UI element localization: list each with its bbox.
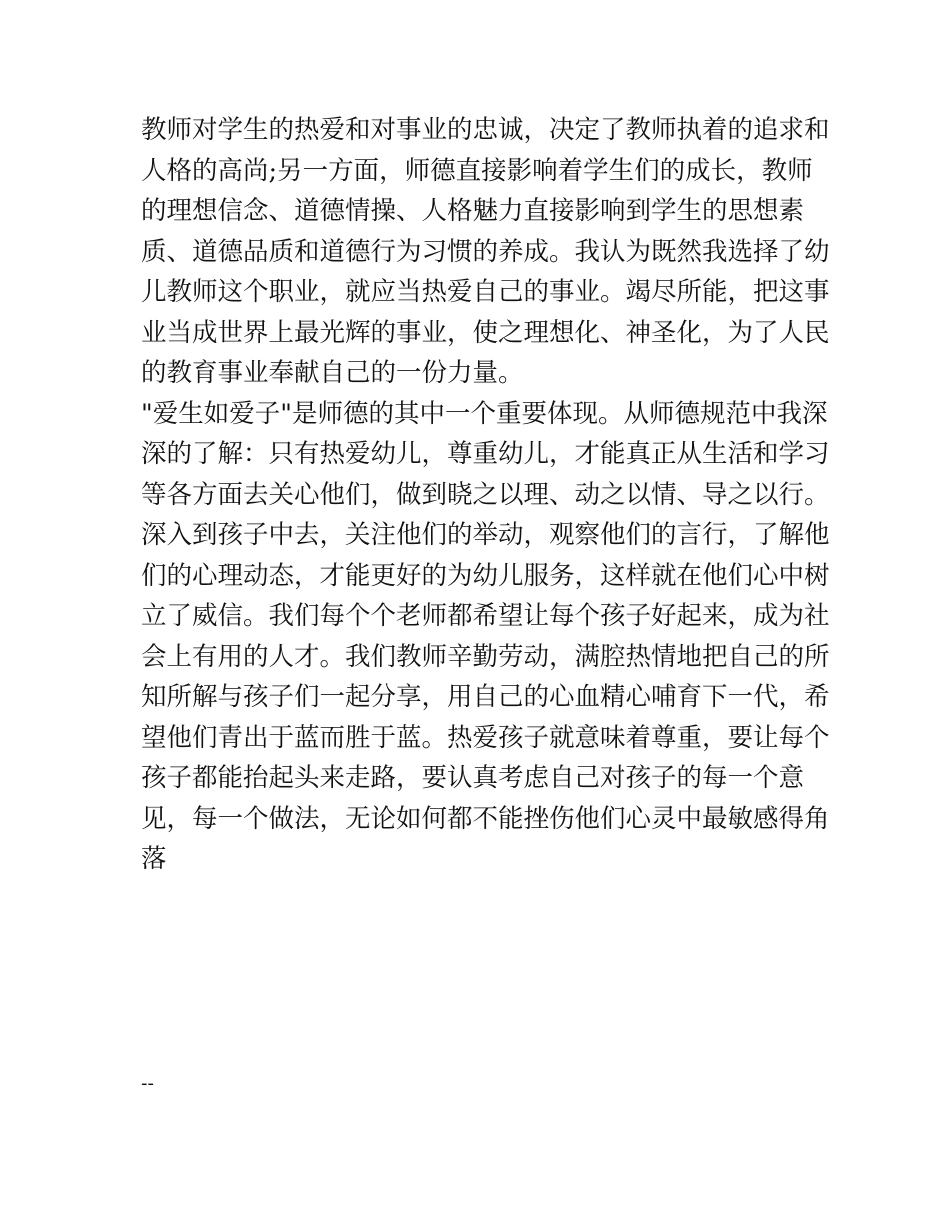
text-line: 的理想信念、道德情操、人格魅力直接影响到学生的思想素	[141, 196, 805, 226]
text-line: 会上有用的人才。我们教师辛勤劳动，满腔热情地把自己的所	[141, 641, 830, 672]
text-line: 人格的高尚;另一方面，师德直接影响着学生们的成长，教师	[141, 155, 813, 186]
document-body	[141, 110, 830, 880]
text-line: 深入到孩子中去，关注他们的举动，观察他们的言行，了解他	[141, 520, 830, 550]
text-line: 质、道德品质和道德行为习惯的养成。我认为既然我选择了幼	[141, 236, 830, 267]
page-footer-mark: --	[141, 1073, 154, 1094]
text-line: 等各方面去关心他们，做到晓之以理、动之以情、导之以行。	[141, 479, 830, 510]
text-line: 知所解与孩子们一起分享，用自己的心血精心哺育下一代，希	[141, 682, 830, 712]
text-line: 深的了解：只有热爱幼儿，尊重幼儿，才能真正从生活和学习	[141, 439, 830, 469]
text-line: 见，每一个做法，无论如何都不能挫伤他们心灵中最敏感得角	[141, 803, 830, 834]
text-line: 立了威信。我们每个个老师都希望让每个孩子好起来，成为社	[141, 601, 830, 631]
text-line: 业当成世界上最光辉的事业，使之理想化、神圣化，为了人民	[141, 317, 830, 348]
text-line: 的教育事业奉献自己的一份力量。	[141, 358, 524, 388]
text-line: 望他们青出于蓝而胜于蓝。热爱孩子就意味着尊重，要让每个	[141, 722, 830, 753]
text-line: "爱生如爱子"是师德的其中一个重要体现。从师德规范中我深	[141, 398, 828, 429]
text-line: 们的心理动态，才能更好的为幼儿服务，这样就在他们心中树	[141, 560, 830, 591]
text-line: 孩子都能抬起头来走路，要认真考虑自己对孩子的每一个意	[141, 763, 805, 793]
text-line: 儿教师这个职业，就应当热爱自己的事业。竭尽所能，把这事	[141, 277, 830, 307]
text-line: 教师对学生的热爱和对事业的忠诚，决定了教师执着的追求和	[141, 115, 830, 145]
text-line: 落	[141, 844, 167, 874]
